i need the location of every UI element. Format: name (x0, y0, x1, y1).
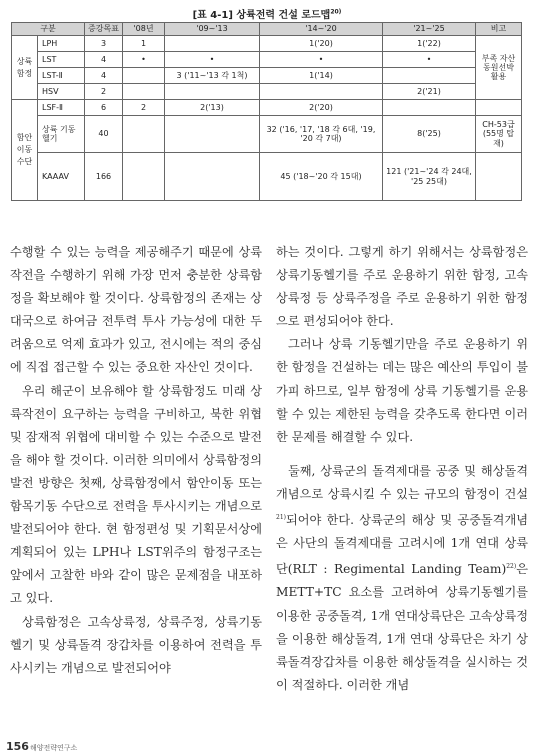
caption-footnote-ref: 20) (330, 8, 342, 16)
header-2008: '08년 (123, 23, 165, 36)
cell-target: 6 (85, 100, 123, 116)
row-name: HSV (38, 84, 85, 100)
cell-2008 (123, 153, 165, 201)
cell-2009 (165, 84, 260, 100)
cell-2008 (123, 68, 165, 84)
table-caption-text: [표 4-1] 상륙전력 건설 로드맵 (192, 10, 331, 21)
cell-2014 (260, 84, 383, 100)
cell-2021 (383, 100, 476, 116)
cell-2014: 1('20) (260, 36, 383, 52)
header-2009-2013: '09~'13 (165, 23, 260, 36)
body-paragraph: 우리 해군이 보유해야 할 상륙함정도 미래 상륙작전이 요구하는 능력을 구비하고, 북한 위협 및 잠재적 위협에 대비할 수 있는 수준으로 발전을 해야 할 것이다. 이러한 의미에서 상륙함정의 발전 방향은 첫째, 상륙함정에서 함안이동 또는 함목기동 수단으로 전력을 투사시키는 개념으로 발전되어야 한다. 현 함정편성 및 기획문서상에 계획되어 있는 LPH나 LST위주의 함정구조는 앞에서 고찰한 바와 같이 많은 문제점을 내포하고 있다. (10, 383, 262, 606)
cell-2009 (165, 116, 260, 153)
paragraph-text: 되어야 한다. 상륙군의 해상 및 공중돌격개념은 사단의 돌격제대를 고려시에 1개 연대 상륙단(RLT : Regimental Landing Team) (276, 513, 528, 577)
left-column (10, 241, 262, 680)
roadmap-table (11, 22, 522, 201)
cell-2009: 2('13) (165, 100, 260, 116)
cell-2008: • (123, 52, 165, 68)
table-row (12, 52, 522, 68)
paragraph-text: 은 METT+TC 요소를 고려하여 상륙기동헬기를 이용한 공중돌격, 1개 연대상륙단은 고속상륙정을 이용한 해상돌격, 1개 연대 상륙단은 차기 상륙돌격장갑차를 이용한 해상돌격을 실시하는 것이 적절하다. 이러한 개념 (276, 562, 528, 692)
cell-2021: 1('22) (383, 36, 476, 52)
cell-2014: 2('20) (260, 100, 383, 116)
cell-remark (476, 100, 522, 116)
row-name: KAAAV (38, 153, 85, 201)
table-header-row (12, 23, 522, 36)
cell-2008 (123, 84, 165, 100)
row-name: LST-Ⅱ (38, 68, 85, 84)
body-paragraph: 상륙함정은 고속상륙정, 상륙주정, 상륙기동헬기 및 상륙돌격 장갑차를 이용하여 전력을 투사시키는 개념으로 발전되어야 (10, 614, 262, 675)
cell-target: 4 (85, 52, 123, 68)
header-category: 구분 (12, 23, 85, 36)
header-target: 증강목표 (85, 23, 123, 36)
cell-2014: 45 ('18~'20 각 15대) (260, 153, 383, 201)
body-columns (10, 241, 529, 703)
cell-target: 166 (85, 153, 123, 201)
body-paragraph: 그러나 상륙 기동헬기만을 주로 운용하기 위한 함정을 건설하는 데는 많은 예산의 투입이 불가피 하므로, 일부 함정에 상륙 기동헬기를 운용할 수 있는 제한된 능력을 갖추도록 한다면 이러한 문제를 해결할 수 있다. (276, 337, 528, 444)
table-caption (0, 6, 534, 21)
table-row (12, 116, 522, 153)
table-row (12, 100, 522, 116)
header-remarks: 비고 (476, 23, 522, 36)
table-row (12, 68, 522, 84)
table-row (12, 36, 522, 52)
table-row (12, 84, 522, 100)
publisher-name: 해양전략연구소 (29, 744, 78, 752)
cell-2014: • (260, 52, 383, 68)
cell-2021 (383, 68, 476, 84)
remark-heli: CH-53급 (55명 탑재) (476, 116, 522, 153)
cell-2021: 8('25) (383, 116, 476, 153)
cell-target: 2 (85, 84, 123, 100)
table-row (12, 153, 522, 201)
row-name: LSF-Ⅱ (38, 100, 85, 116)
page-number: 156 (6, 740, 29, 753)
header-2021-2025: '21~'25 (383, 23, 476, 36)
page-footer (6, 735, 77, 754)
body-paragraph (276, 460, 528, 697)
cell-2008: 1 (123, 36, 165, 52)
cell-2021: • (383, 52, 476, 68)
cell-2009 (165, 36, 260, 52)
cell-2009: • (165, 52, 260, 68)
row-name: 상륙 기동헬기 (38, 116, 85, 153)
cell-2014: 1('14) (260, 68, 383, 84)
right-column (276, 241, 528, 697)
cell-2009 (165, 153, 260, 201)
cell-target: 3 (85, 36, 123, 52)
row-name: LST (38, 52, 85, 68)
cell-2014: 32 ('16, '17, '18 각 6대, '19, '20 각 7대) (260, 116, 383, 153)
cell-2021: 121 ('21~'24 각 24대, '25 25대) (383, 153, 476, 201)
cell-2021: 2('21) (383, 84, 476, 100)
body-paragraph: 수행할 수 있는 능력을 제공해주기 때문에 상륙작전을 수행하기 위해 가장 먼저 충분한 상륙함정을 확보해야 할 것이다. 상륙함정의 존재는 상대국으로 하여금 전투력 투사 가능성에 대한 두려움으로 억제 효과가 있고, 전시에는 적의 중심에 직접 접근할 수 있는 중요한 자산인 것이다. (10, 245, 262, 375)
cell-target: 4 (85, 68, 123, 84)
remark-mobilized-ships: 부족 자산 동원선박 활용 (476, 36, 522, 100)
group-maneuver-means: 함안 이동 수단 (12, 100, 38, 201)
header-2014-2020: '14~'20 (260, 23, 383, 36)
footnote-ref: 21) (276, 514, 286, 522)
cell-target: 40 (85, 116, 123, 153)
cell-2008 (123, 116, 165, 153)
body-paragraph: 하는 것이다. 그렇게 하기 위해서는 상륙함정은 상륙기동헬기를 주로 운용하기 위한 함정, 고속상륙정 등 상륙주정을 주로 운용하기 위한 함정으로 편성되어야 한다. (276, 245, 528, 329)
paragraph-text: 둘째, 상륙군의 돌격제대를 공중 및 해상돌격 개념으로 상륙시킬 수 있는 규모의 함정이 건설 (276, 463, 528, 501)
group-landing-ships: 상륙 함정 (12, 36, 38, 100)
footnote-ref: 22) (506, 563, 517, 571)
cell-2008: 2 (123, 100, 165, 116)
cell-remark (476, 153, 522, 201)
cell-2009: 3 ('11~'13 각 1척) (165, 68, 260, 84)
row-name: LPH (38, 36, 85, 52)
